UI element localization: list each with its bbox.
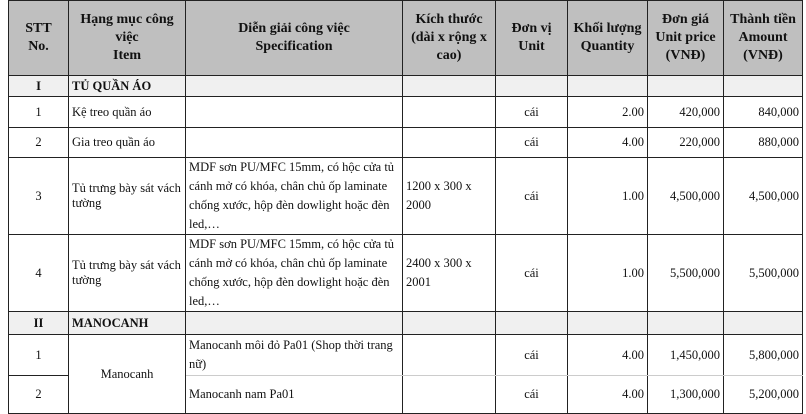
cell-dimension bbox=[403, 335, 496, 376]
cell-no: 4 bbox=[9, 235, 69, 312]
section-number: I bbox=[9, 76, 69, 97]
cell-unit-price: 1,300,000 bbox=[648, 376, 724, 414]
cell-amount: 840,000 bbox=[724, 97, 803, 128]
table-row bbox=[9, 97, 803, 128]
cell-no: 2 bbox=[9, 128, 69, 158]
cell-unit: cái bbox=[496, 128, 568, 158]
cell-amount: 4,500,000 bbox=[724, 158, 803, 235]
cell-dimension: 2400 x 300 x 2001 bbox=[403, 235, 496, 312]
cell-quantity: 1.00 bbox=[568, 158, 648, 235]
quotation-table bbox=[8, 0, 803, 414]
cell-item: Tủ trưng bày sát vách tường bbox=[69, 235, 186, 312]
cell-item-merged: Manocanh bbox=[69, 335, 186, 414]
section-row bbox=[9, 312, 803, 335]
cell-spec: MDF sơn PU/MFC 15mm, có hộc cửa tủ cánh mở có khóa, chân chủ ốp laminate chống xước, hộp đèn dowlight hoặc đèn led,… bbox=[186, 158, 403, 235]
cell-unit: cái bbox=[496, 97, 568, 128]
cell-dimension: 1200 x 300 x 2000 bbox=[403, 158, 496, 235]
cell-amount: 5,800,000 bbox=[724, 335, 803, 376]
cell-spec: Manocanh nam Pa01 bbox=[186, 376, 403, 414]
section-title: TỦ QUẦN ÁO bbox=[69, 76, 186, 97]
table-row bbox=[9, 128, 803, 158]
cell-unit-price: 1,450,000 bbox=[648, 335, 724, 376]
header-spec: Diễn giải công việc Specification bbox=[186, 1, 403, 76]
cell-quantity: 1.00 bbox=[568, 235, 648, 312]
cell-no: 1 bbox=[9, 97, 69, 128]
table-row bbox=[9, 158, 803, 235]
cell-amount: 5,200,000 bbox=[724, 376, 803, 414]
cell-dimension bbox=[403, 128, 496, 158]
section-title: MANOCANH bbox=[69, 312, 186, 335]
header-stt: STT No. bbox=[9, 1, 69, 76]
cell-item: Kệ treo quần áo bbox=[69, 97, 186, 128]
table-row bbox=[9, 235, 803, 312]
cell-unit: cái bbox=[496, 376, 568, 414]
cell-unit-price: 220,000 bbox=[648, 128, 724, 158]
cell-spec: MDF sơn PU/MFC 15mm, có hộc cửa tủ cánh mở có khóa, chân chủ ốp laminate chống xước, hộp đèn dowlight hoặc đèn led,… bbox=[186, 235, 403, 312]
cell-unit: cái bbox=[496, 335, 568, 376]
header-unit-price: Đơn giá Unit price (VNĐ) bbox=[648, 1, 724, 76]
cell-spec bbox=[186, 128, 403, 158]
cell-amount: 880,000 bbox=[724, 128, 803, 158]
header-unit: Đơn vị Unit bbox=[496, 1, 568, 76]
cell-amount: 5,500,000 bbox=[724, 235, 803, 312]
header-dimension: Kích thước (dài x rộng x cao) bbox=[403, 1, 496, 76]
cell-unit-price: 420,000 bbox=[648, 97, 724, 128]
cell-quantity: 4.00 bbox=[568, 335, 648, 376]
cell-unit-price: 5,500,000 bbox=[648, 235, 724, 312]
cell-unit-price: 4,500,000 bbox=[648, 158, 724, 235]
cell-spec bbox=[186, 97, 403, 128]
header-quantity: Khối lượng Quantity bbox=[568, 1, 648, 76]
header-amount: Thành tiền Amount (VNĐ) bbox=[724, 1, 803, 76]
cell-quantity: 4.00 bbox=[568, 376, 648, 414]
cell-dimension bbox=[403, 376, 496, 414]
section-number: II bbox=[9, 312, 69, 335]
cell-item: Tủ trưng bày sát vách tường bbox=[69, 158, 186, 235]
cell-no: 1 bbox=[9, 335, 69, 376]
cell-quantity: 2.00 bbox=[568, 97, 648, 128]
cell-quantity: 4.00 bbox=[568, 128, 648, 158]
header-row bbox=[9, 1, 803, 76]
cell-no: 3 bbox=[9, 158, 69, 235]
cell-dimension bbox=[403, 97, 496, 128]
cell-unit: cái bbox=[496, 235, 568, 312]
cell-spec: Manocanh môi đỏ Pa01 (Shop thời trang nữ) bbox=[186, 335, 403, 376]
cell-unit: cái bbox=[496, 158, 568, 235]
cell-item: Gia treo quần áo bbox=[69, 128, 186, 158]
cell-no: 2 bbox=[9, 376, 69, 414]
section-row bbox=[9, 76, 803, 97]
header-item: Hạng mục công việc Item bbox=[69, 1, 186, 76]
table-row bbox=[9, 335, 803, 376]
